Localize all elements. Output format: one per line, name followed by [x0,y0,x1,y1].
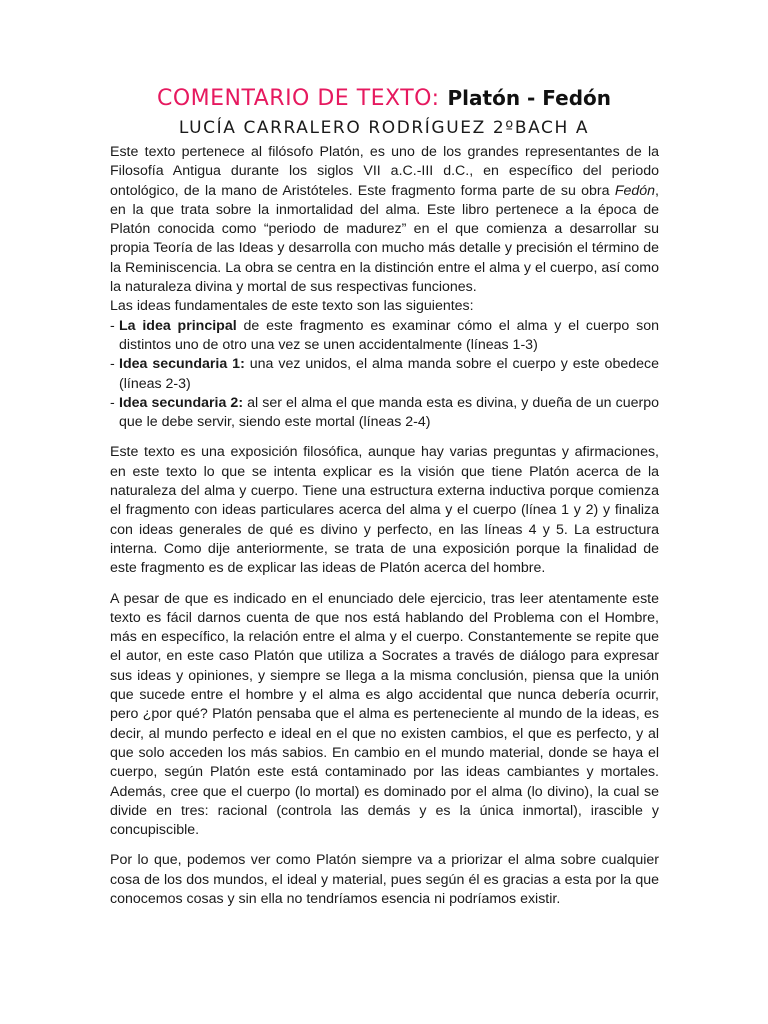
title-heading: COMENTARIO DE TEXTO: [156,86,440,111]
structure-paragraph: Este texto es una exposición filosófica, aunque hay varias preguntas y afirmaciones, en este texto lo que se intenta explicar es la visión que tiene Platón acerca de la naturaleza del alma y cuerpo. Tiene una estructura externa inductiva porque comienza el fragmento con ideas particulares acerca del alma y el cuerpo (línea 1 y 2) y finaliza con ideas generales de qué es divino y perfecto, en las líneas 4 y 5. La estructura interna. Como dije anteriormente, se trata de una exposición porque la finalidad de este fragmento es de explicar las ideas de Platón acerca del hombre. [110,444,659,577]
work-title: Fedón [614,182,656,199]
conclusion-paragraph: Por lo que, podemos ver como Platón siempre va a priorizar el alma sobre cualquier cosa de los dos mundos, el ideal y material, pues según él es gracias a esta por la que conocemos cosas y sin ella no tendríamos esencia ni podríamos existir. [110,852,659,907]
ideas-list [110,317,659,433]
idea-label: La idea principal [119,317,237,334]
idea-text: una vez unidos, el alma manda sobre el cuerpo y este obedece (líneas 2-3) [119,356,659,392]
idea-label: Idea secundaria 2: [119,394,244,411]
intro-text-start: Este texto pertenece al filósofo Platón, es uno de los grandes representantes de la Filosofía Antigua durante los siglos VII a.C.-III d.C., en específico del periodo ontológico, de la mano de Aristóteles. Este fragmento forma parte de su obra [110,144,659,199]
intro-paragraph [110,143,659,297]
list-item [110,317,659,356]
ideas-lead: Las ideas fundamentales de este texto son las siguientes: [110,298,474,315]
analysis-paragraph: A pesar de que es indicado en el enunciado dele ejercicio, tras leer atentamente este texto es fácil darnos cuenta de que nos está hablando del Problema con el Hombre, más en específico, la relación entre el alma y el cuerpo. Constantemente se repite que el autor, en este caso Platón que utiliza a Socrates a través de diálogo para expresar sus ideas y opiniones, y siempre se llega a la misma conclusión, piensa que la unión que sucede entre el hombre y el alma es algo accidental que nunca debería ocurrir, pero ¿por qué? Platón pensaba que el alma es perteneciente al mundo de la ideas, es decir, al mundo perfecto e ideal en el que no existen cambios, el que es perfecto, y al que solo acceden los más sabios. En cambio en el mundo material, donde se haya el cuerpo, según Platón este está contaminado por las ideas cambiantes y mortales. Además, cree que el cuerpo (lo mortal) es dominado por el alma (lo divino), la cual se divide en tres: racional (controla las demás y es la única inmortal), irascible y concupiscible. [110,590,659,839]
document-body [110,143,659,909]
list-item [110,355,659,394]
idea-text: de este fragmento es examinar cómo el alma y el cuerpo son distintos uno de otro una vez se unen accidentalmente (líneas 1-3) [119,317,659,353]
author-line: LUCÍA CARRALERO RODRÍGUEZ 2ºBACH A [178,118,590,138]
title-subject: Platón - Fedón [447,86,612,110]
document-title [0,86,768,111]
idea-text: al ser el alma el que manda esta es divina, y dueña de un cuerpo que le debe servir, siendo este mortal (líneas 2-4) [119,394,659,431]
list-item [110,394,659,433]
idea-label: Idea secundaria 1: [119,356,245,373]
intro-text-end: , en la que trata sobre la inmortalidad del alma. Este libro pertenece a la época de Platón conocida como “periodo de madurez” en el que comienza a desarrollar su propia Teoría de las Ideas y desarrolla con mucho más detalle y precisión el término de la Reminiscencia. La obra se centra en la distinción entre el alma y el cuerpo, así como la naturaleza divina y mortal de sus respectivas funciones. [110,182,659,296]
